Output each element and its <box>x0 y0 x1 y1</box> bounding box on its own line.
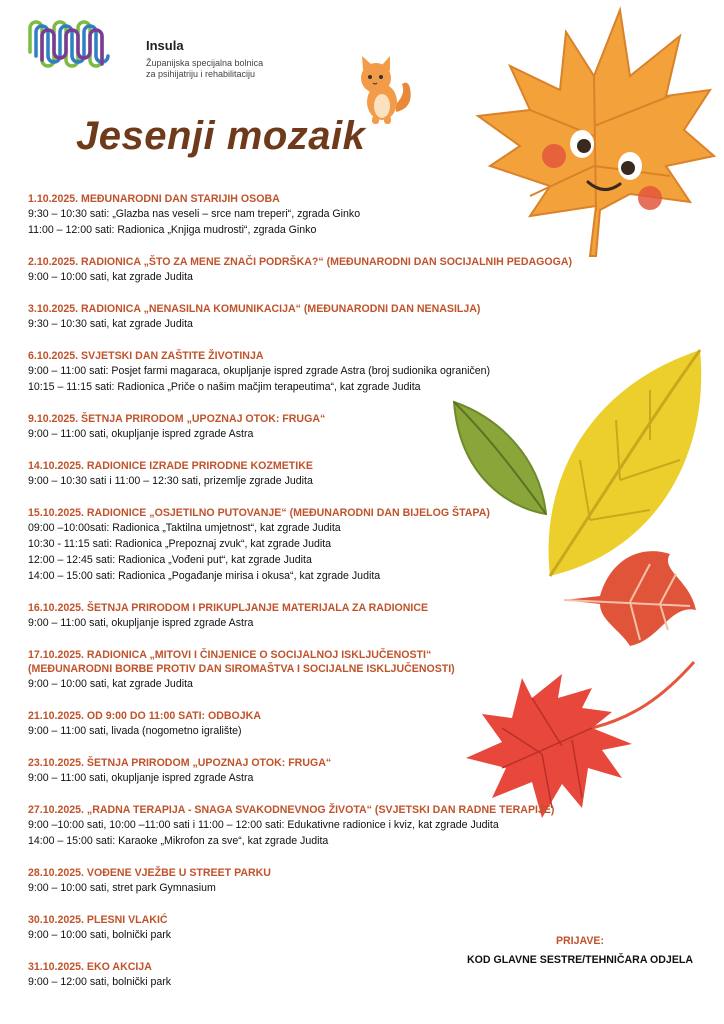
logo-subtitle-line1: Županijska specijalna bolnica <box>146 58 264 68</box>
event-heading: 3.10.2025. RADIONICA „NENASILNA KOMUNIKACIJA“ (MEĐUNARODNI DAN NENASILJA) <box>28 303 481 315</box>
event-heading: 15.10.2025. RADIONICE „OSJETILNO PUTOVANJE“ (MEĐUNARODNI DAN BIJELOG ŠTAPA) <box>28 507 490 519</box>
event-heading: 14.10.2025. RADIONICE IZRADE PRIRODNE KOZMETIKE <box>28 460 313 472</box>
event-heading: 21.10.2025. OD 9:00 DO 11:00 SATI: ODBOJKA <box>28 710 261 722</box>
event-item <box>28 803 588 849</box>
event-heading-continued: (MEĐUNARODNI BORBE PROTIV DAN SIROMAŠTVA I SOCIJALNE ISKLJUČENOSTI) <box>28 663 455 675</box>
event-time-line: 09:00 –10:00sati: Radionica „Taktilna umjetnost“, kat zgrade Judita <box>28 522 341 534</box>
event-heading: 23.10.2025. ŠETNJA PRIRODOM „UPOZNAJ OTOK: FRUGA“ <box>28 757 332 769</box>
event-time-line: 14:00 – 15:00 sati: Karaoke „Mikrofon za sve“, kat zgrade Judita <box>28 835 329 847</box>
registration-label: PRIJAVE: <box>555 935 605 947</box>
event-item <box>28 349 588 395</box>
event-time-line: 9:00 – 11:00 sati, okupljanje ispred zgrade Astra <box>28 617 254 629</box>
logo-name: Insula <box>146 38 184 53</box>
event-time-line: 9:00 – 10:00 sati, bolnički park <box>28 929 172 941</box>
event-time-line: 11:00 – 12:00 sati: Radionica „Knjiga mudrosti“, zgrada Ginko <box>28 224 317 236</box>
event-time-line: 10:30 - 11:15 sati: Radionica „Prepoznaj zvuk“, kat zgrade Judita <box>28 538 332 550</box>
event-item <box>28 756 588 786</box>
event-heading: 6.10.2025. SVJETSKI DAN ZAŠTITE ŽIVOTINJA <box>28 350 264 362</box>
logo-subtitle-line2: za psihijatriju i rehabilitaciju <box>146 69 256 79</box>
event-item <box>28 648 588 692</box>
event-heading: 30.10.2025. PLESNI VLAKIĆ <box>28 914 168 926</box>
event-item <box>28 866 588 896</box>
event-time-line: 9:30 – 10:30 sati: „Glazba nas veseli – srce nam treperi“, zgrada Ginko <box>28 208 361 220</box>
event-time-line: 9:00 – 12:00 sati, bolnički park <box>28 976 172 988</box>
event-heading: 9.10.2025. ŠETNJA PRIRODOM „UPOZNAJ OTOK: FRUGA“ <box>28 413 326 425</box>
event-time-line: 9:00 – 10:30 sati i 11:00 – 12:30 sati, prizemlje zgrade Judita <box>28 475 313 487</box>
event-item <box>28 412 588 442</box>
event-item <box>28 506 588 584</box>
event-item <box>28 709 588 739</box>
event-heading: 31.10.2025. EKO AKCIJA <box>28 961 152 973</box>
event-item <box>28 192 588 238</box>
registration-info <box>460 934 700 968</box>
event-time-line: 12:00 – 12:45 sati: Radionica „Vođeni put“, kat zgrade Judita <box>28 554 312 566</box>
event-time-line: 9:00 – 11:00 sati, okupljanje ispred zgrade Astra <box>28 772 254 784</box>
event-heading: 28.10.2025. VOĐENE VJEŽBE U STREET PARKU <box>28 867 271 879</box>
page-title: Jesenji mozaik <box>76 114 366 158</box>
insula-logo-icon <box>26 12 122 76</box>
event-time-line: 9:00 –10:00 sati, 10:00 –11:00 sati i 11:00 – 12:00 sati: Edukativne radionice i kviz, kat zgrade Judita <box>28 819 499 831</box>
event-heading: 17.10.2025. RADIONICA „MITOVI I ČINJENICE O SOCIJALNOJ ISKLJUČENOSTI“ <box>28 649 432 661</box>
event-time-line: 9:00 – 11:00 sati, okupljanje ispred zgrade Astra <box>28 428 254 440</box>
event-heading: 1.10.2025. MEĐUNARODNI DAN STARIJIH OSOBA <box>28 193 280 205</box>
event-time-line: 9:00 – 11:00 sati, livada (nogometno igralište) <box>28 725 242 737</box>
event-item <box>28 255 588 285</box>
registration-text: KOD GLAVNE SESTRE/TEHNIČARA ODJELA <box>466 954 694 966</box>
insula-logo <box>26 12 266 82</box>
logo-subtitle <box>146 58 306 80</box>
event-time-line: 9:30 – 10:30 sati, kat zgrade Judita <box>28 318 193 330</box>
event-list <box>28 192 588 1007</box>
event-time-line: 10:15 – 11:15 sati: Radionica „Priče o našim mačjim terapeutima“, kat zgrade Judita <box>28 381 421 393</box>
event-item <box>28 302 588 332</box>
event-heading: 16.10.2025. ŠETNJA PRIRODOM I PRIKUPLJANJE MATERIJALA ZA RADIONICE <box>28 602 429 614</box>
event-item <box>28 459 588 489</box>
event-time-line: 9:00 – 10:00 sati, kat zgrade Judita <box>28 678 193 690</box>
event-time-line: 9:00 – 10:00 sati, kat zgrade Judita <box>28 271 193 283</box>
event-time-line: 14:00 – 15:00 sati: Radionica „Pogađanje mirisa i okusa“, kat zgrade Judita <box>28 570 381 582</box>
event-heading: 2.10.2025. RADIONICA „ŠTO ZA MENE ZNAČI PODRŠKA?“ (MEĐUNARODNI DAN SOCIJALNIH PEDAGOGA) <box>28 256 573 268</box>
event-time-line: 9:00 – 11:00 sati: Posjet farmi magaraca, okupljanje ispred zgrade Astra (broj sudionika ograničen) <box>28 365 491 377</box>
event-item <box>28 601 588 631</box>
event-heading: 27.10.2025. „RADNA TERAPIJA - SNAGA SVAKODNEVNOG ŽIVOTA“ (SVJETSKI DAN RADNE TERAPIJE) <box>28 804 555 816</box>
event-time-line: 9:00 – 10:00 sati, stret park Gymnasium <box>28 882 216 894</box>
